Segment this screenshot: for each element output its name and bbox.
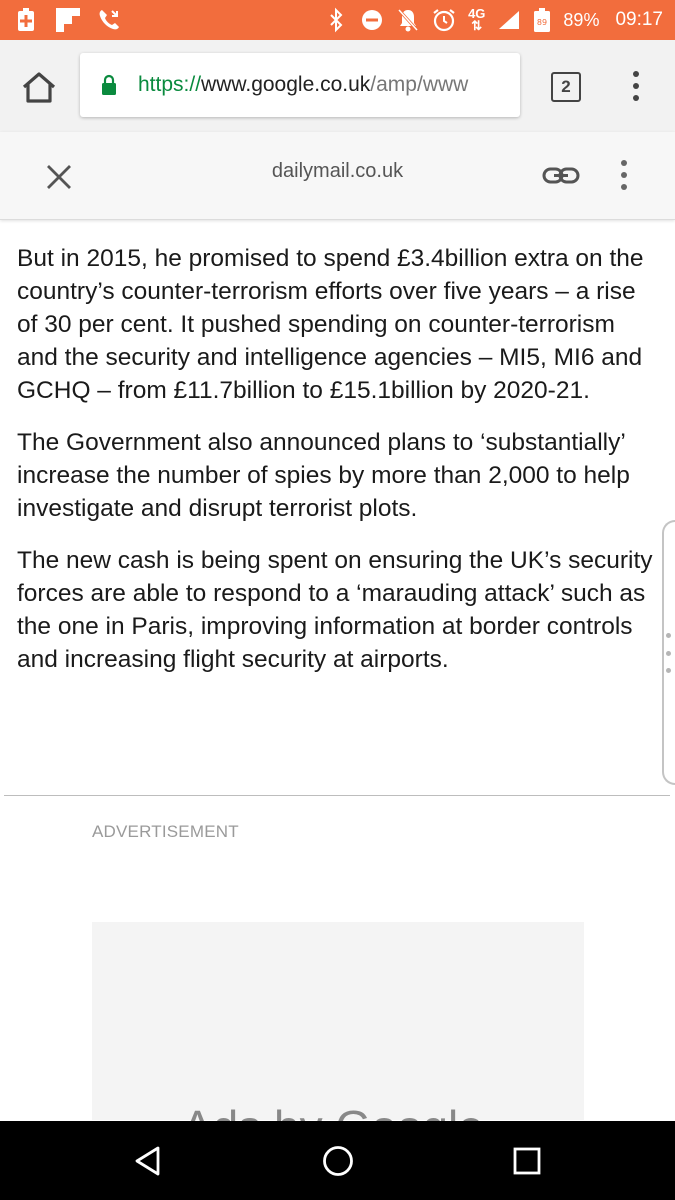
status-indicators <box>324 0 663 40</box>
do-not-disturb-icon <box>360 7 384 33</box>
link-icon <box>542 160 580 192</box>
article-paragraph: The Government also announced plans to ‘substantially’ increase the number of spies by more than 2,000 to help investigate and disrupt terrorist plots. <box>17 429 630 522</box>
signal-icon <box>497 7 521 33</box>
back-button[interactable] <box>126 1139 170 1183</box>
flipboard-icon <box>56 7 80 33</box>
url-text[interactable]: https://www.google.co.uk/amp/www <box>138 73 469 96</box>
menu-dot-icon <box>621 184 627 190</box>
copy-link-button[interactable] <box>542 160 580 192</box>
home-button[interactable] <box>18 66 60 108</box>
system-navigation-bar <box>0 1121 675 1200</box>
menu-dot-icon <box>621 160 627 166</box>
home-icon <box>20 70 58 104</box>
lock-icon <box>100 73 118 97</box>
notifications-off-icon <box>396 7 420 33</box>
back-icon <box>133 1145 163 1177</box>
home-circle-icon <box>321 1144 355 1178</box>
status-bar <box>0 0 675 40</box>
amp-domain-label[interactable]: dailymail.co.uk <box>271 160 404 182</box>
tab-switcher-button[interactable] <box>551 72 581 102</box>
status-notifications <box>14 6 122 34</box>
battery-icon <box>533 7 551 33</box>
home-nav-button[interactable] <box>316 1139 360 1183</box>
amp-menu-button[interactable] <box>612 156 636 194</box>
missed-call-icon <box>98 7 122 33</box>
menu-dot-icon <box>633 83 639 89</box>
article-paragraph: The new cash is being spent on ensuring the UK’s security forces are able to respond to a ‘marauding attack’ such as the one in Paris, improving information at border controls and increasing flight security at airports. <box>17 547 653 673</box>
recents-button[interactable] <box>505 1139 549 1183</box>
battery-percent: 89% <box>563 9 600 30</box>
edge-handle-grip-icon <box>666 633 672 673</box>
url-bar[interactable] <box>80 53 520 117</box>
advertisement-label: ADVERTISEMENT <box>92 822 239 841</box>
menu-dot-icon <box>621 172 627 178</box>
browser-menu-button[interactable] <box>622 68 650 104</box>
network-type: 4G ⇅ <box>468 6 486 33</box>
menu-dot-icon <box>633 71 639 77</box>
advertisement-slot[interactable] <box>92 922 584 1120</box>
menu-dot-icon <box>633 95 639 101</box>
article-paragraph: But in 2015, he promised to spend £3.4billion extra on the country’s counter-terrorism efforts over five years – a rise of 30 per cent. It pushed spending on counter-terrorism and the security and intelligence agencies – MI5, MI6 and GCHQ – from £11.7billion to £15.1billion by 2020-21. <box>17 245 644 404</box>
clock: 09:17 <box>615 9 663 30</box>
alarm-icon <box>432 7 456 33</box>
article-body <box>17 242 657 695</box>
divider <box>4 795 670 796</box>
browser-toolbar <box>0 40 675 132</box>
bluetooth-icon <box>324 7 348 33</box>
recents-icon <box>512 1146 542 1176</box>
tab-count: 2 <box>561 77 571 96</box>
battery-saver-icon <box>14 7 38 33</box>
svg-text:89: 89 <box>537 18 548 27</box>
amp-viewer-header <box>0 132 675 220</box>
